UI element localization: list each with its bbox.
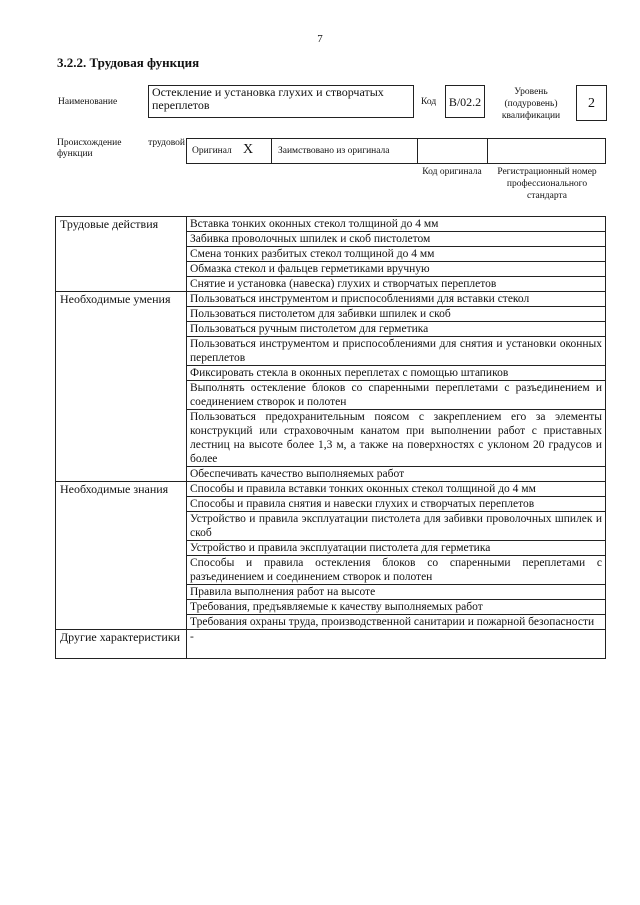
table-row [56,482,606,497]
section-title: 3.2.2. Трудовая функция [57,55,200,70]
section-heading: Трудовые действия [56,217,187,232]
table-row [56,277,606,292]
table-cell: Устройство и правила эксплуатации пистолета для герметика [187,541,606,556]
table-cell: Пользоваться инструментом и приспособлениями для снятия и установки оконных переплетов [187,337,606,366]
table-cell: Обмазка стекол и фальцев герметиками вручную [187,262,606,277]
table-row [56,467,606,482]
reg-number-cell [487,138,606,164]
table-cell: Пользоваться ручным пистолетом для герметика [187,322,606,337]
original-cell [186,138,272,164]
code-field: B/02.2 [445,85,485,118]
name-label: Наименование [58,97,118,107]
table-cell: Снятие и установка (навеска) глухих и створчатых переплетов [187,277,606,292]
table-row [56,262,606,277]
table-cell: Способы и правила снятия и навески глухих и створчатых переплетов [187,497,606,512]
table-row [56,381,606,410]
page-number: 7 [317,33,323,45]
table-row [56,247,606,262]
borrowed-cell [271,138,418,164]
table-row [56,337,606,366]
table-row [56,366,606,381]
table-row [56,615,606,630]
table-cell: Способы и правила вставки тонких оконных стекол толщиной до 4 мм [187,482,606,497]
labor-function-table [55,216,606,659]
table-cell: Выполнять остекление блоков со спаренными переплетами с разъединением и соединением створок и полотен [187,381,606,410]
table-cell: Требования охраны труда, производственной санитарии и пожарной безопасности [187,615,606,630]
table-row [56,232,606,247]
borrowed-label: Заимствовано из оригинала [278,146,390,156]
table-row [56,322,606,337]
table-cell: Фиксировать стекла в оконных переплетах с помощью штапиков [187,366,606,381]
reg-number-caption: Регистрационный номер профессионального стандарта [497,167,597,201]
table-cell: Обеспечивать качество выполняемых работ [187,467,606,482]
original-label: Оригинал [192,146,232,156]
table-row [56,541,606,556]
code-label: Код [421,97,437,107]
section-heading: Другие характеристики [56,630,187,659]
section-heading: Необходимые знания [56,482,187,497]
code-original-cell [417,138,488,164]
table-row [56,410,606,467]
table-row [56,307,606,322]
table-cell: Требования, предъявляемые к качеству выполняемых работ [187,600,606,615]
table-cell: Забивка проволочных шпилек и скоб пистолетом [187,232,606,247]
table-row [56,512,606,541]
table-cell: Пользоваться предохранительным поясом с закреплением его за элементы конструкций или страховочным канатом при выполнении работ с приставных лестниц на высоте более 1,3 м, а также на поверхностях с уклоном 20 градусов и более [187,410,606,467]
table-row [56,556,606,585]
section-heading: Необходимые умения [56,292,187,307]
qualification-level-field: 2 [576,85,607,121]
table-row [56,497,606,512]
function-name-field: Остекление и установка глухих и створчатых переплетов [148,85,414,118]
table-row [56,292,606,307]
table-row [56,217,606,232]
table-row [56,585,606,600]
origin-label: Происхождение трудовой функции [57,138,185,159]
table-cell: Пользоваться инструментом и приспособлениями для вставки стекол [187,292,606,307]
origin-grid [186,138,606,164]
table-cell: Устройство и правила эксплуатации пистолета для забивки проволочных шпилек и скоб [187,512,606,541]
table-cell: - [187,630,606,659]
code-original-caption: Код оригинала [422,167,482,177]
table-cell: Способы и правила остекления блоков со спаренными переплетами с разъединением и соединением створок и полотен [187,556,606,585]
table-row [56,630,606,659]
table-cell: Правила выполнения работ на высоте [187,585,606,600]
original-mark: X [243,142,254,157]
table-cell: Смена тонких разбитых стекол толщиной до 4 мм [187,247,606,262]
table-row [56,600,606,615]
table-cell: Вставка тонких оконных стекол толщиной до 4 мм [187,217,606,232]
table-cell: Пользоваться пистолетом для забивки шпилек и скоб [187,307,606,322]
qualification-level-label: Уровень (подуровень) квалификации [501,87,561,121]
